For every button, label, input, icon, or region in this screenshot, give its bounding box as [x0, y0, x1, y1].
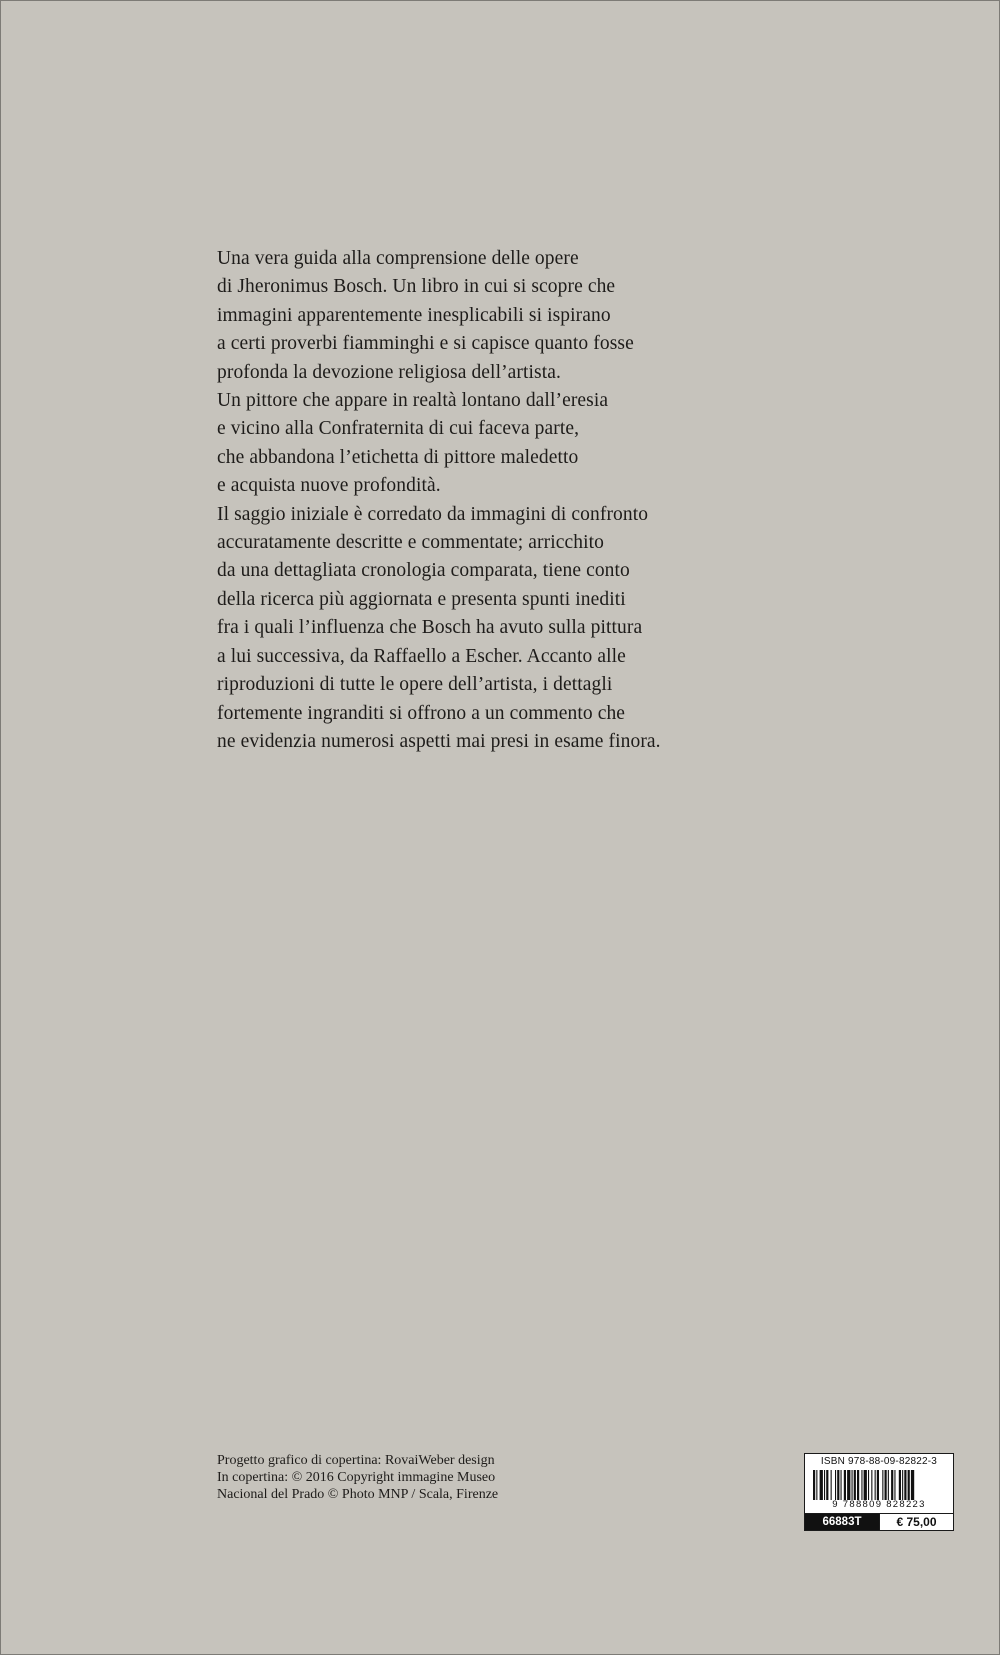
blurb-line: di Jheronimus Bosch. Un libro in cui si scopre che	[217, 276, 616, 298]
blurb-line: da una dettagliata cronologia comparata, tiene conto	[217, 560, 630, 582]
code-price-row	[805, 1513, 953, 1530]
credits-line: In copertina: © 2016 Copyright immagine Museo	[217, 1470, 496, 1485]
credits-line: Nacional del Prado © Photo MNP / Scala, Firenze	[217, 1487, 499, 1502]
cover-credits	[217, 1452, 617, 1503]
isbn-barcode-label	[804, 1453, 954, 1531]
product-code: 66883T	[805, 1514, 879, 1530]
blurb-line: a lui successiva, da Raffaello a Escher. Accanto alle	[217, 645, 626, 667]
price-tag: € 75,00	[879, 1514, 953, 1530]
blurb-line: a certi proverbi fiamminghi e si capisce quanto fosse	[217, 333, 634, 355]
blurb-line: profonda la devozione religiosa dell’artista.	[217, 361, 561, 383]
blurb-line: ne evidenzia numerosi aspetti mai presi in esame finora.	[217, 730, 661, 752]
blurb-line: e vicino alla Confraternita di cui faceva parte,	[217, 418, 580, 440]
barcode-icon	[813, 1470, 945, 1500]
blurb-line: Un pittore che appare in realtà lontano dall’eresia	[217, 390, 609, 412]
blurb-line: immagini apparentemente inesplicabili si ispirano	[217, 304, 611, 326]
blurb-line: della ricerca più aggiornata e presenta spunti inediti	[217, 588, 626, 610]
blurb-text	[217, 245, 777, 756]
blurb-line: che abbandona l’etichetta di pittore maledetto	[217, 446, 579, 468]
blurb-line: e acquista nuove profondità.	[217, 475, 441, 497]
isbn-number: ISBN 978-88-09-82822-3	[820, 1456, 938, 1467]
blurb-line: Una vera guida alla comprensione delle opere	[217, 248, 579, 269]
credits-line: Progetto grafico di copertina: RovaiWeber design	[217, 1453, 495, 1468]
blurb-line: fortemente ingranditi si offrono a un commento che	[217, 702, 626, 724]
blurb-line: Il saggio iniziale è corredato da immagini di confronto	[217, 503, 649, 525]
ean-digits: 9 788809 828223	[832, 1499, 926, 1510]
blurb-line: riproduzioni di tutte le opere dell’artista, i dettagli	[217, 674, 613, 696]
blurb-line: fra i quali l’influenza che Bosch ha avuto sulla pittura	[217, 617, 643, 639]
blurb-line: accuratamente descritte e commentate; arricchito	[217, 532, 605, 554]
